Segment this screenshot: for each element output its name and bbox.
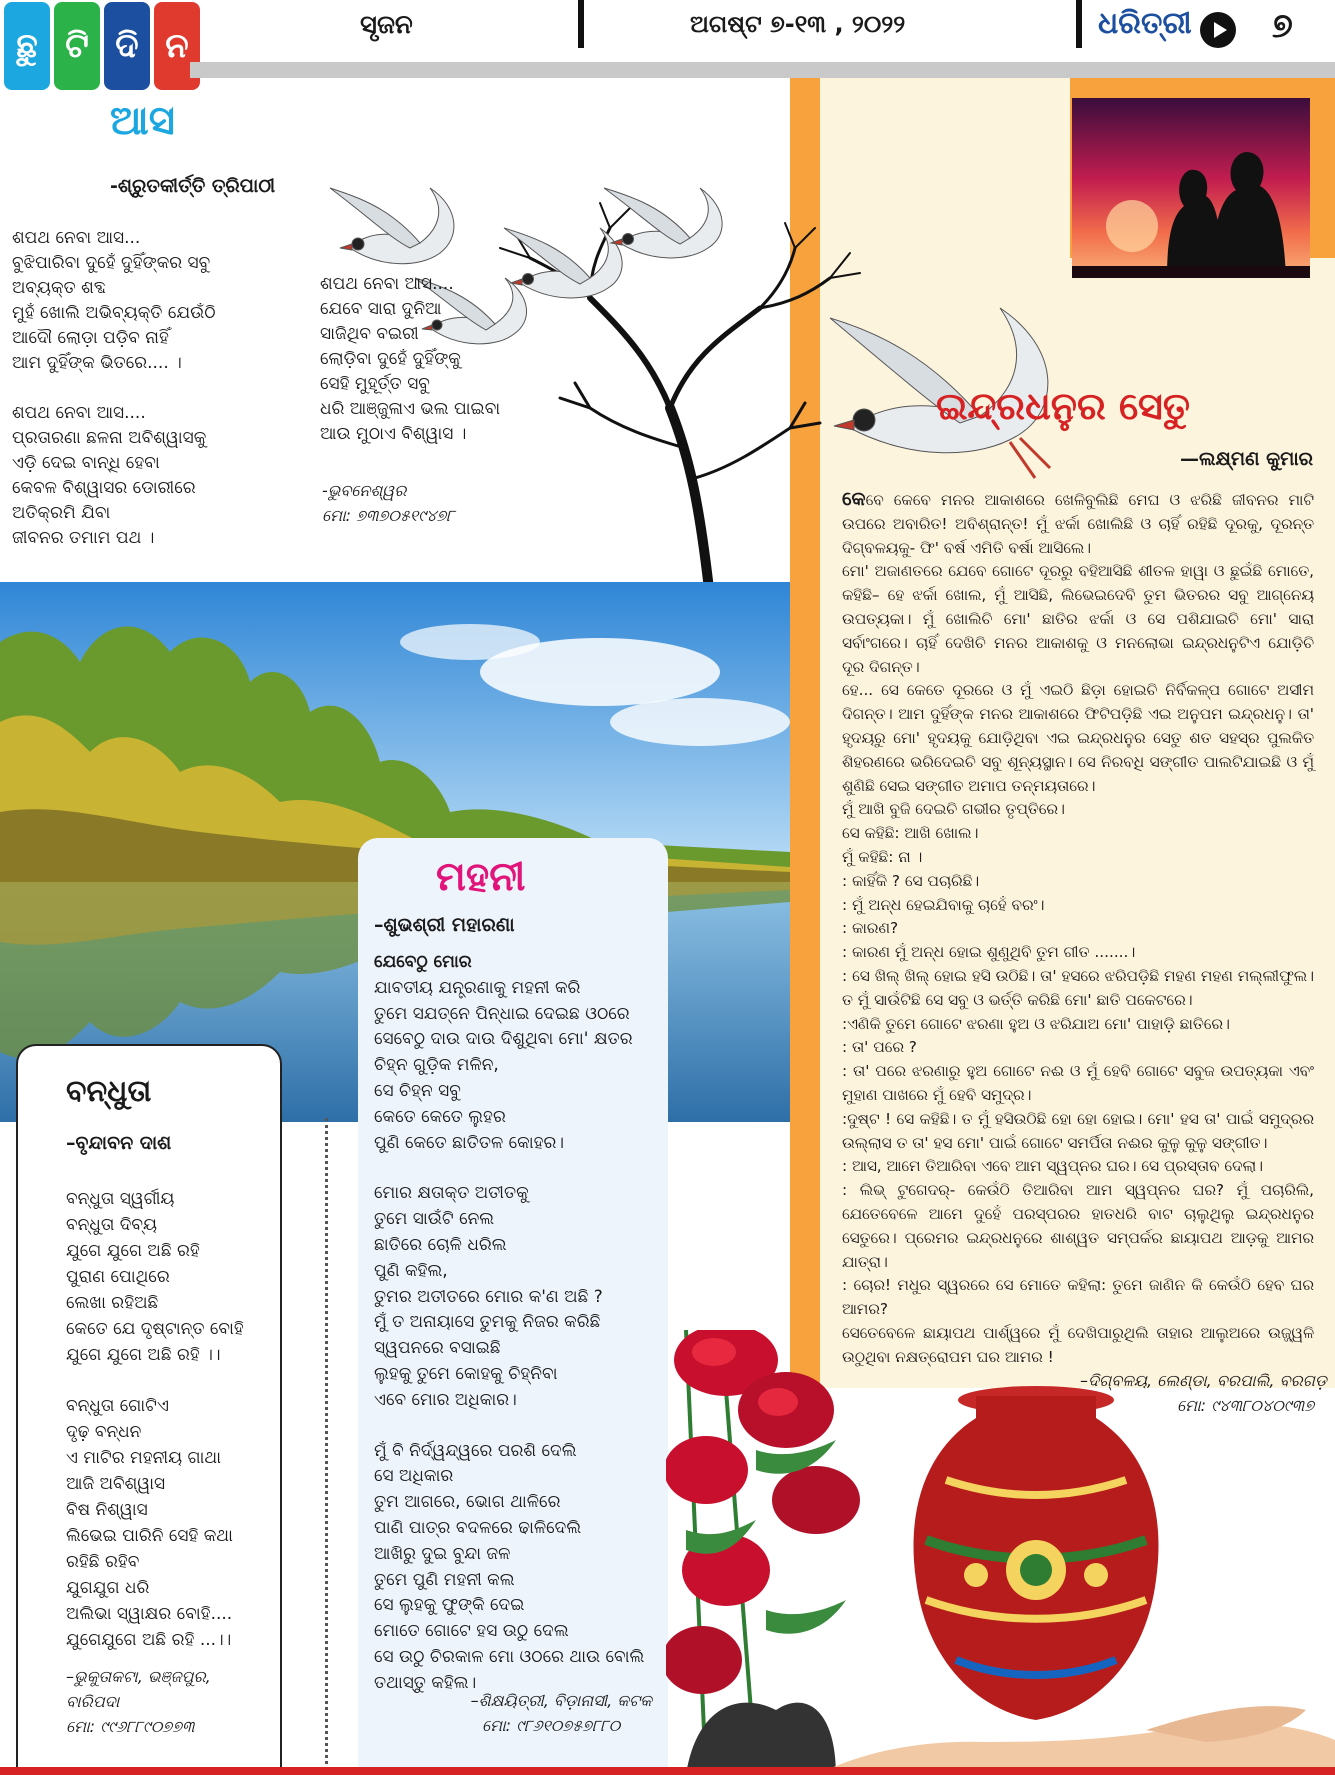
verse-line: କେତେ କେତେ ଲୁହର (374, 1106, 506, 1127)
verse-line: ଅତିକ୍ରମି ଯିବା (12, 503, 111, 523)
verse-line: ଯୁଗେ ଯୁଗେ ଅଛି ରହି ।। (66, 1345, 221, 1365)
article-author: —ଲକ୍ଷ୍ମଣ କୁମାର (1180, 448, 1314, 470)
verse-line: ତୁମ ଆଗରେ, ଭୋଗ ଥାଳିରେ (374, 1492, 561, 1513)
verse-line: ଯୁଗଯୁଗ ଧରି (66, 1578, 150, 1598)
article-paragraph: :ଦୁଷ୍ଟ ! ସେ କହିଛି। ତ ମୁଁ ହସିଉଠିଛି ହୋ ହୋ ହୋଇ। ମୋ' ହସ ତା' ପାଇଁ ସମୁଦ୍ରର ଉଲ୍ଲାସ ତ ତା' ହସ ମୋ' ପାଇଁ ଗୋଟେ ସମର୍ପିତା ନଈର କୁଳୁ କୁଳୁ ସଙ୍ଗୀତ। (842, 1109, 1314, 1152)
verse-line: ଏଡ଼ି ଦେଇ ବାନ୍ଧି ହେବା (12, 453, 160, 473)
verse-line: ଶପଥ ନେବା ଆସ... (12, 228, 141, 248)
poem-bandhuta-address (66, 1664, 211, 1739)
stanza (66, 1393, 244, 1653)
verse-line: ମୁଁ ତ ଅନାୟାସେ ତୁମକୁ ନିଜର କରିଛି (374, 1312, 601, 1333)
poem-author-mahani: –ଶୁଭଶ୍ରୀ ମହାରଣା (374, 914, 515, 936)
verse-line: ଅଲିଭା ସ୍ୱାକ୍ଷର ବୋହି.... (66, 1604, 233, 1624)
article-paragraph: : ମୁଁ ଅନ୍ଧ ହେଇଯିବାକୁ ଚାହେଁ ବରଂ। (842, 895, 1045, 914)
section-label: ସୃଜନ (360, 10, 413, 40)
verse-line: କେବଳ ବିଶ୍ୱାସର ଡୋରୀରେ (12, 478, 196, 498)
article-paragraph: : ତା' ପରେ ? (842, 1038, 917, 1057)
article-paragraph: : ତା' ପରେ ଝରଣାରୁ ହୁଅ ଗୋଟେ ନଈ ଓ ମୁଁ ହେବି ଗୋଟେ ସବୁଜ ଉପତ୍ୟକା ଏବଂ ମୁହାଣ ପାଖରେ ମୁଁ ହେବି ସମୁଦ୍ର। (842, 1062, 1314, 1104)
logo-tile-2: ଟି (54, 2, 100, 90)
logo-tile-1: ଛୁ (4, 2, 50, 90)
verse-line: କେତେ ଯେ ଦୃଷ୍ଟାନ୍ତ ବୋହି (66, 1319, 244, 1339)
stanza (12, 401, 216, 551)
article-paragraph: : ସେ ଖିଲ୍ ଖିଲ୍ ହୋଇ ହସି ଉଠିଛି। ତା' ହସରେ ଝରିପଡ଼ିଛି ମହଣ ମହଣ ମଲ୍ଲୀଫୁଲ। ତ ମୁଁ ସାଉଁଟିଛି ସେ ସବୁ ଓ ଭର୍ତ୍ତି କରିଛି ମୋ' ଛାତି ପକେଟରେ। (842, 966, 1314, 1009)
verse-line: ଯାବତୀୟ ଯନ୍ତ୍ରଣାକୁ ମହନୀ କରି (374, 977, 581, 998)
phone-number: ମୋ: ୭୩୭୦୫୧୯୪୭୮ (322, 506, 455, 525)
verse-line: ଧରି ଆଞ୍ଜୁଳାଏ ଭଲ ପାଇବା (320, 399, 501, 419)
poem-title-mahani: ମହନୀ (436, 854, 526, 900)
verse-line: ଯେବେଠୁ ମୋର (374, 952, 472, 972)
verse-line: ଶପଥ ନେବା ଆସ.... (320, 274, 454, 294)
verse-line: ମୋତେ ଗୋଟେ ହସ ଉଠୁ ଦେଲ (374, 1621, 569, 1642)
play-icon (1200, 12, 1236, 48)
phone-number: ମୋ: ୯୮୬୧୦୭୫୭୮୮୦ (482, 1716, 621, 1735)
roses-and-decorated-pot-image (666, 1330, 1335, 1775)
header-divider (1076, 0, 1082, 48)
article-paragraph: ହେ... ସେ କେତେ ଦୂରରେ ଓ ମୁଁ ଏଇଠି ଛିଡ଼ା ହୋଇଚି ନିର୍ବିକଳ୍ପ ଗୋଟେ ଅସୀମ ଦିଗନ୍ତ। ଆମ ଦୁହିଁଙ୍କ ମନର ଆକାଶରେ ଫିଟିପଡ଼ିଛି ଏଇ ଅନୁପମ ଇନ୍ଦ୍ରଧନୁ। ତା' ହୃଦୟରୁ ମୋ' ହୃଦୟକୁ ଯୋଡ଼ିଥିବା ଏଇ ଇନ୍ଦ୍ରଧନୁର ସେତୁ ଶତ ସହସ୍ର ପୁଲକିତ ଶିହରଣରେ ଭରିଦେଇଚି ସବୁ ଶୂନ୍ୟସ୍ଥାନ। ସେ ନିରବଧି ସଙ୍ଗୀତ ପାଲଟିଯାଇଛି ଓ ମୁଁ ଶୁଣିଛି ସେଇ ସଙ୍ଗୀତ ଅମାପ ତନ୍ମୟତାରେ। (842, 681, 1314, 795)
verse-line: ଆଜି ଅବିଶ୍ୱାସ (66, 1474, 166, 1494)
verse-line: ସାଜିଥିବ ବଇରୀ (320, 324, 419, 344)
header-rule (190, 62, 1335, 78)
brand-logo: ଧରିତ୍ରୀ (1098, 6, 1192, 41)
verse-line: ଆଦୌ ଲୋଡ଼ା ପଡ଼ିବ ନାହିଁ (12, 328, 169, 348)
verse-line: ଯୁଗେ ଯୁଗେ ଅଛି ରହି (66, 1241, 200, 1261)
verse-line: ସେବେଠୁ ଦାଉ ଦାଉ ଦିଶୁଥିବା ମୋ' କ୍ଷତର (374, 1029, 633, 1050)
article-paragraph: ମୁଁ ଆଖି ବୁଜି ଦେଇଚି ଗଭୀର ତୃପ୍ତିରେ। (842, 800, 1065, 819)
article-title: ଇନ୍ଦ୍ରଧନୁର ସେତୁ (936, 384, 1190, 428)
verse-line: ଅବ୍ୟକ୍ତ ଶବ୍ଦ (12, 278, 106, 298)
article-paragraph: : ଲିଭ୍ ଟୁଗେଦର୍- କେଉଁଠି ତିଆରିବା ଆମ ସ୍ୱପ୍ନର ଘର? ମୁଁ ପଚାରିଲି, ଯେତେବେଳେ ଆମେ ଦୁହେଁ ପରସ୍ପରର ହାତଧରି ବାଟ ଚାଲୁଥିଲୁ ଇନ୍ଦ୍ରଧନୁର ସେତୁରେ। ପ୍ରେମର ଇନ୍ଦ୍ରଧନୁରେ ଶାଶ୍ୱତ ସମ୍ପର୍କର ଛାୟାପଥ ଆଡ଼କୁ ଆମର ଯାତ୍ରା। (842, 1181, 1314, 1271)
article-paragraph: : କାରଣ ମୁଁ ଅନ୍ଧ ହୋଇ ଶୁଣୁଥିବି ତୁମ ଗୀତ .......। (842, 943, 1136, 962)
logo (4, 2, 200, 90)
verse-line: ଲୋଡ଼ିବା ଦୁହେଁ ଦୁହିଁଙ୍କୁ (320, 349, 461, 369)
verse-line: ଚିହ୍ନ ଗୁଡ଼ିକ ମଳିନ, (374, 1055, 499, 1076)
verse-line: ଯୁଗେଯୁଗେ ଅଛି ରହି ...।। (66, 1630, 232, 1650)
article-paragraph: ସେ କହିଛି: ଆଖି ଖୋଲ। (842, 824, 979, 843)
verse-line: ଆଉ ମୁଠାଏ ବିଶ୍ୱାସ । (320, 424, 467, 444)
poem-bandhuta-body (66, 1186, 244, 1678)
article-paragraph: : ଆସ, ଆମେ ତିଆରିବା ଏବେ ଆମ ସ୍ୱପ୍ନର ଘର। ସେ ପ୍ରସ୍ତାବ ଦେଲା। (842, 1157, 1263, 1176)
verse-line: ତୁମେ ସଯତ୍ନେ ପିନ୍ଧାଇ ଦେଇଛ ଓଠରେ (374, 1003, 630, 1024)
verse-line: ଲୁହକୁ ତୁମେ କୋହକୁ ଚିହ୍ନିବା (374, 1363, 558, 1384)
verse-line: ସେ ଲୁହକୁ ଫୁଙ୍କି ଦେଇ (374, 1595, 525, 1616)
article-paragraph: ମୁଁ କହିଛି: ନା । (842, 847, 923, 866)
verse-line: ତୁମେ ସାଉଁଟି ନେଲ (374, 1209, 495, 1230)
verse-line: ସେ ଚିହ୍ନ ସବୁ (374, 1080, 461, 1101)
address-line: –ଭୁକୁତାକଟା, ଭଞ୍ଜପୁର, (66, 1667, 211, 1686)
verse-line: ପ୍ରତାରଣା ଛଳନା ଅବିଶ୍ୱାସକୁ (12, 428, 207, 448)
phone-number: ମୋ: ୯୯୬୮୮୯୦୭୭୩ (66, 1717, 195, 1736)
header-divider (578, 0, 584, 48)
article-paragraph: : କାରଣ? (842, 919, 899, 938)
verse-line: ଦୃଢ଼ ବନ୍ଧନ (66, 1422, 142, 1442)
poem-aas-column-1 (12, 226, 216, 576)
stanza (66, 1186, 244, 1368)
verse-line: ମୁହଁ ଖୋଲି ଅଭିବ୍ୟକ୍ତି ଯେଉଁଠି (12, 303, 216, 323)
article-paragraph: : କାହିଁକି ? ସେ ପଚାରିଛି। (842, 871, 980, 890)
verse-line: ଆଖିରୁ ଦୁଇ ବୁନ୍ଦା ଜଳ (374, 1543, 511, 1564)
article-paragraph: କେବେ କେବେ ମନର ଆକାଶରେ ଖେଳିବୁଲିଛି ମେଘ ଓ ଝରିଛି ଜୀବନର ମାଟି ଉପରେ ଅବାରିତ! ଅବିଶ୍ରାନ୍ତ! ମୁଁ ଝର୍କା ଖୋଲିଛି ଓ ଚାହିଁ ରହିଛି ଦୂରକୁ, ଦୂରନ୍ତ ଦିଗ୍‌ବଳୟକୁ- ଫି' ବର୍ଷ ଏମିତି ବର୍ଷା ଆସିଲେ। (842, 488, 1314, 557)
verse-line: ସେହି ମୁହୂର୍ତ୍ତ ସବୁ (320, 374, 430, 394)
verse-line: ରହିଛି ରହିବ (66, 1552, 140, 1572)
stanza (374, 950, 644, 1156)
verse-line: ପୁରାଣ ପୋଥିରେ (66, 1267, 170, 1287)
article-paragraph: : ଚୋର! ମଧୁର ସ୍ୱରରେ ସେ ମୋତେ କହିଲା: ତୁମେ ଜାଣିନ କି କେଉଁଠି ହେବ ଘର ଆମର? (842, 1276, 1314, 1319)
verse-line: ତୁମର ଅତୀତରେ ମୋର କ'ଣ ଅଛି ? (374, 1286, 603, 1307)
verse-line: ଏବେ ମୋର ଅଧିକାର। (374, 1389, 517, 1410)
article-paragraph: ସେତେବେଳେ ଛାୟାପଥ ପାର୍ଶ୍ୱରେ ମୁଁ ଦେଖିପାରୁଥିଲି ତାହାର ଆଲୁଅରେ ଉଜ୍ଜ୍ୱଳି ଉଠୁଥିବା ନକ୍ଷତ୍ରୋପମ ଘର ଆମର ! (842, 1323, 1314, 1366)
column-divider (325, 1118, 328, 1770)
footer-bar (0, 1767, 1335, 1775)
address-line: –ଶିକ୍ଷୟିତ୍ରୀ, ବିଡ଼ାନାସୀ, କଟକ (470, 1691, 652, 1710)
verse-line: ବନ୍ଧୁତା ସ୍ୱର୍ଗୀୟ (66, 1189, 175, 1209)
verse-line: ଲେଖା ରହିଅଛି (66, 1293, 159, 1313)
stanza (374, 1439, 644, 1697)
phone-number: ମୋ: ୯୪୩୮୦୪୦୯୩୭ (1177, 1396, 1314, 1415)
article-body (842, 488, 1314, 1369)
verse-line: ସେ ଉଠୁ ଚିରକାଳ ମୋ ଓଠରେ ଥାଉ ବୋଲି (374, 1646, 645, 1667)
logo-tile-4: ନ (154, 2, 200, 90)
stanza (12, 226, 216, 376)
address-line: -ଭୁବନେଶ୍ୱର (322, 481, 407, 500)
page-number: ୭ (1272, 6, 1293, 46)
stanza (374, 1181, 644, 1413)
logo-tile-3: ଦି (104, 2, 150, 90)
issue-date: ଅଗଷ୍ଟ ୭-୧୩ , ୨୦୨୨ (690, 10, 906, 38)
poem-author-bandhuta: –ବୃନ୍ଦାବନ ଦାଶ (66, 1132, 172, 1154)
verse-line: ସେ ଅଧିକାର (374, 1466, 454, 1487)
verse-line: ଜୀବନର ତମାମ ପଥ । (12, 528, 155, 548)
verse-line: ସ୍ୱପନରେ ବସାଇଛି (374, 1338, 501, 1359)
verse-line: ପାଣି ପାତ୍ର ବଦଳରେ ଢାଳିଦେଲି (374, 1517, 582, 1538)
poem-title-bandhuta: ବନ୍ଧୁତା (66, 1074, 152, 1109)
poem-mahani-body (374, 950, 644, 1722)
verse-line: ଯେବେ ସାରା ଦୁନିଆ (320, 299, 442, 319)
address-line: –ଦିଗ୍‌ବଳୟ, ଲେଣ୍ଡା, ବରପାଲି, ବରଗଡ଼ (1080, 1371, 1327, 1390)
verse-line: ତଥାସ୍ତୁ କହିଲ। (374, 1672, 477, 1693)
verse-line: ଏ ମାଟିର ମହନୀୟ ଗାଥା (66, 1448, 222, 1468)
verse-line: ବନ୍ଧୁତା ଗୋଟିଏ (66, 1396, 169, 1416)
poem-title-aas: ଆସ (110, 98, 175, 144)
verse-line: ପୁଣି କେତେ ଛାତିତଳ କୋହର। (374, 1132, 565, 1153)
verse-line: ଛାତିରେ ଚୋଳି ଧରିଲ (374, 1234, 507, 1255)
address-line: ବାରିପଦା (66, 1692, 120, 1711)
verse-line: ଲିଭେଇ ପାରିନି ସେହି କଥା (66, 1526, 233, 1546)
article-paragraph: ମୋ' ଅଜାଣତରେ ଯେବେ ଗୋଟେ ଦୂରରୁ ବହିଆସିଛି ଶୀତଳ ହାୱା ଓ ଛୁଇଁଛି ମୋତେ, କହିଛି– ହେ ଝର୍କା ଖୋଲ, ମୁଁ ଆସିଛି, ଲିଭେଇଦେବି ତୁମ ଭିତରର ସବୁ ଆଗ୍ନେୟ ଉପତ୍ୟକା। ମୁଁ ଖୋଲିଚି ମୋ' ଛାତିର ଝର୍କା ଓ ସେ ପଶିଯାଇଚି ମୋ' ସାରା ସର୍ବାଂଗରେ। ଚାହିଁ ଦେଖିଚି ମନର ଆକାଶକୁ ଓ ମନଲୋଭା ଇନ୍ଦ୍ରଧନୁଟିଏ ଯୋଡ଼ିଚି ଦୂର ଦିଗନ୍ତ। (842, 562, 1314, 676)
verse-line: ପୁଣି କହିଲ, (374, 1260, 448, 1281)
poem-mahani-address (452, 1688, 652, 1738)
poem-author-aas: -ଶ୍ରୁତକୀର୍ତ୍ତି ତ୍ରିପାଠୀ (110, 175, 276, 197)
verse-line: ମୁଁ ବି ନିର୍ଦ୍ୱନ୍ଦ୍ୱରେ ପରଶି ଦେଲି (374, 1440, 577, 1461)
verse-line: ବିଷ ନିଶ୍ୱାସ (66, 1500, 148, 1520)
verse-line: ବନ୍ଧୁତା ଦିବ୍ୟ (66, 1215, 158, 1235)
poem-aas-column-2 (320, 272, 500, 447)
article-paragraph: :ଏଣିକି ତୁମେ ଗୋଟେ ଝରଣା ହୁଅ ଓ ଝରିଯାଅ ମୋ' ପାହାଡ଼ି ଛାତିରେ। (842, 1014, 1230, 1033)
verse-line: ମୋର କ୍ଷତାକ୍ତ ଅତୀତକୁ (374, 1183, 529, 1204)
masthead (0, 0, 1335, 78)
poem-aas-address (322, 478, 455, 528)
verse-line: ବୁଝିପାରିବା ଦୁହେଁ ଦୁହିଁଙ୍କର ସବୁ (12, 253, 211, 273)
verse-line: ଶପଥ ନେବା ଆସ.... (12, 403, 146, 423)
verse-line: ଆମ ଦୁହିଁଙ୍କ ଭିତରେ.... । (12, 353, 182, 373)
verse-line: ତୁମେ ପୁଣି ମହନୀ କଲ (374, 1569, 515, 1590)
